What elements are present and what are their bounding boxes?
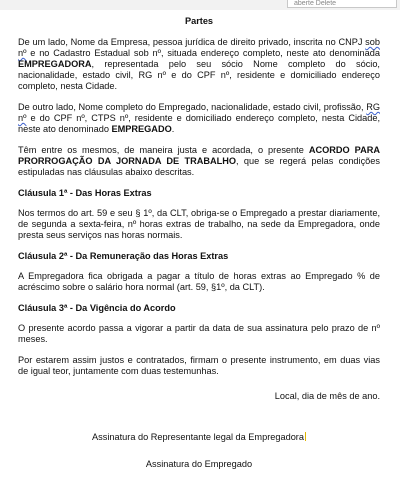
employee-term: EMPREGADO xyxy=(111,124,172,134)
spellcheck-flag-rg[interactable]: RG nº xyxy=(18,102,380,123)
spellcheck-flag-sob[interactable]: sob nº xyxy=(18,37,380,58)
clause-3-text: O presente acordo passa a vigorar a partir da data de sua assinatura pelo prazo de nº meses. xyxy=(18,323,380,344)
clause-1-heading: Cláusula 1ª - Das Horas Extras xyxy=(18,188,152,198)
text-cursor xyxy=(305,432,306,441)
para3-text-1: Têm entre os mesmos, de maneira justa e acordada, o presente xyxy=(18,145,309,155)
parties-employer-paragraph xyxy=(18,37,380,92)
clause-3-heading: Cláusula 3ª - Da Vigência do Acordo xyxy=(18,303,176,313)
para2-text-2: e do CPF nº, CTPS nº, residente e domiciliado endereço completo, nesta Cidade, neste ato denominado xyxy=(18,113,380,134)
document-body xyxy=(18,16,380,470)
para2-text-1: De outro lado, Nome completo do Empregado, nacionalidade, estado civil, profissão, xyxy=(18,102,367,112)
document-title: Partes xyxy=(184,16,214,26)
para2-text-3: . xyxy=(171,124,175,134)
para1-text-2: e no Cadastro Estadual sob nº, situada endereço completo, neste ato denominada xyxy=(26,48,380,58)
employer-term: EMPREGADORA xyxy=(18,59,92,69)
top-search-field[interactable]: aberte Delete xyxy=(287,0,397,8)
parties-employee-paragraph xyxy=(18,102,380,135)
clause-2-text: A Empregadora fica obrigada a pagar a título de horas extras ao Empregado % de acréscimo sobre o salário hora normal (art. 59, §1º, da CLT). xyxy=(18,271,380,292)
para1-text-1: De um lado, Nome da Empresa, pessoa jurídica de direito privado, inscrita no CNPJ xyxy=(18,37,366,47)
agreement-intro-paragraph xyxy=(18,145,380,178)
employer-signature-label: Assinatura do Representante legal da Empregadora xyxy=(92,432,304,442)
clause-1-text: Nos termos do art. 59 e seu § 1º, da CLT, obriga-se o Empregado a prestar diariamente, de segunda a sexta-feira, nº horas extras de trabalho, na sede da Empregadora, onde presta seus serviços nas horas normais. xyxy=(18,208,380,240)
para1-text-3: , representada pelo seu sócio Nome completo do sócio, nacionalidade, estado civil, RG nº e do CPF nº, residente e domiciliado endereço completo, nesta Cidade. xyxy=(18,59,380,91)
employer-signature-line xyxy=(18,432,380,443)
employee-signature-line: Assinatura do Empregado xyxy=(145,459,253,469)
agreement-name: ACORDO PARA PRORROGAÇÃO DA JORNADA DE TRABALHO xyxy=(18,145,380,166)
clause-2-heading: Cláusula 2ª - Da Remuneração das Horas Extras xyxy=(18,251,229,261)
closing-paragraph: Por estarem assim justos e contratados, firmam o presente instrumento, em duas vias de igual teor, juntamente com duas testemunhas. xyxy=(18,355,380,376)
para3-text-2: , que se regerá pelas condições estipuladas nas cláusulas abaixo descritas. xyxy=(18,156,380,177)
place-date-line: Local, dia de mês de ano. xyxy=(274,391,380,401)
